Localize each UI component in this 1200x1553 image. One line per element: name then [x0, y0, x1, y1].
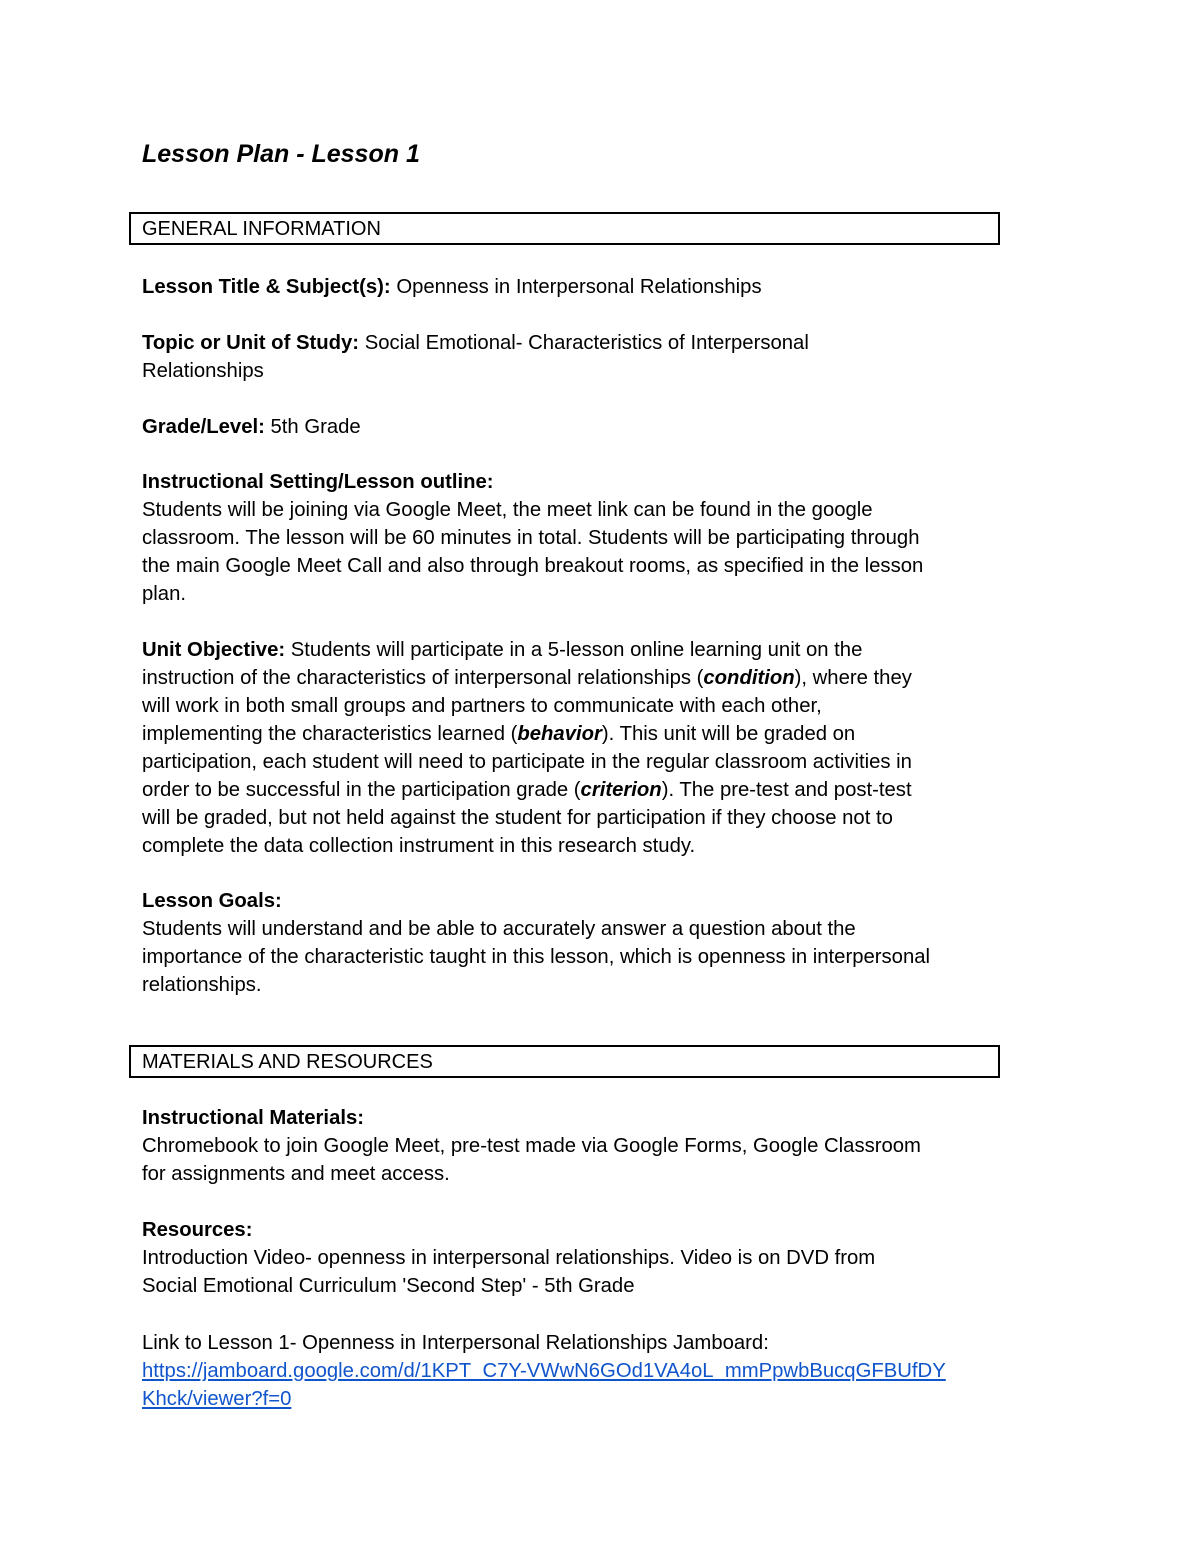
objective-condition: condition: [703, 667, 795, 689]
objective-line: Students will participate in a 5-lesson online learning unit on the: [285, 639, 863, 661]
topic-label: Topic or Unit of Study:: [142, 332, 360, 354]
jamboard-link[interactable]: https://jamboard.google.com/d/1KPT_C7Y-VWwN6GOd1VA4oL_mmPpwbBucqGFBUfDY: [142, 1360, 946, 1382]
instructional-materials-label: Instructional Materials:: [142, 1107, 365, 1129]
document-title: Lesson Plan - Lesson 1: [142, 140, 420, 168]
setting-line: classroom. The lesson will be 60 minutes in total. Students will be participating through: [142, 527, 920, 549]
lesson-title-field: [142, 273, 1062, 301]
objective-behavior: behavior: [517, 723, 602, 745]
resources-field: [142, 1216, 1062, 1300]
objective-line: ). The pre-test and post-test: [661, 779, 912, 801]
topic-value-line2: Relationships: [142, 360, 264, 382]
objective-line: participation, each student will need to participate in the regular classroom activities in: [142, 751, 912, 773]
lesson-title-label: Lesson Title & Subject(s):: [142, 276, 391, 298]
instructional-materials-line: Chromebook to join Google Meet, pre-test made via Google Forms, Google Classroom: [142, 1135, 921, 1157]
objective-line: will be graded, but not held against the student for participation if they choose not to: [142, 807, 893, 829]
setting-line: Students will be joining via Google Meet, the meet link can be found in the google: [142, 499, 873, 521]
lesson-title-value: Openness in Interpersonal Relationships: [390, 276, 762, 298]
goals-field: [142, 887, 1062, 999]
instructional-materials-line: for assignments and meet access.: [142, 1163, 450, 1185]
section-header-materials-label: MATERIALS AND RESOURCES: [142, 1051, 433, 1073]
objective-field: [142, 636, 1062, 860]
section-header-materials: [129, 1045, 1000, 1078]
resources-label: Resources:: [142, 1219, 253, 1241]
section-header-general: [129, 212, 1000, 245]
objective-line: implementing the characteristics learned (: [142, 723, 518, 745]
setting-label: Instructional Setting/Lesson outline:: [142, 471, 494, 493]
instructional-materials-field: [142, 1104, 1062, 1188]
jamboard-link-intro: Link to Lesson 1- Openness in Interpersonal Relationships Jamboard:: [142, 1332, 769, 1354]
objective-line: ), where they: [794, 667, 912, 689]
section-header-general-label: GENERAL INFORMATION: [142, 218, 381, 240]
resources-line: Introduction Video- openness in interpersonal relationships. Video is on DVD from: [142, 1247, 876, 1269]
grade-label: Grade/Level:: [142, 416, 265, 438]
grade-field: [142, 413, 1062, 441]
jamboard-link[interactable]: Khck/viewer?f=0: [142, 1388, 292, 1410]
goals-line: importance of the characteristic taught in this lesson, which is openness in interpersonal: [142, 946, 931, 968]
goals-line: Students will understand and be able to accurately answer a question about the: [142, 918, 856, 940]
topic-value-line1: Social Emotional- Characteristics of Interpersonal: [359, 332, 809, 354]
setting-line: the main Google Meet Call and also through breakout rooms, as specified in the lesson: [142, 555, 924, 577]
goals-line: relationships.: [142, 974, 262, 996]
objective-line: instruction of the characteristics of interpersonal relationships (: [142, 667, 704, 689]
topic-field: [142, 329, 1062, 385]
objective-line: ). This unit will be graded on: [601, 723, 856, 745]
setting-field: [142, 468, 1062, 608]
resources-line: Social Emotional Curriculum 'Second Step' - 5th Grade: [142, 1275, 635, 1297]
objective-line: order to be successful in the participation grade (: [142, 779, 581, 801]
objective-label: Unit Objective:: [142, 639, 286, 661]
grade-value: 5th Grade: [264, 416, 361, 438]
objective-line: will work in both small groups and partners to communicate with each other,: [142, 695, 822, 717]
objective-line: complete the data collection instrument in this research study.: [142, 835, 696, 857]
objective-criterion: criterion: [580, 779, 662, 801]
setting-line: plan.: [142, 583, 186, 605]
jamboard-link-block: [142, 1329, 1062, 1413]
goals-label: Lesson Goals:: [142, 890, 282, 912]
